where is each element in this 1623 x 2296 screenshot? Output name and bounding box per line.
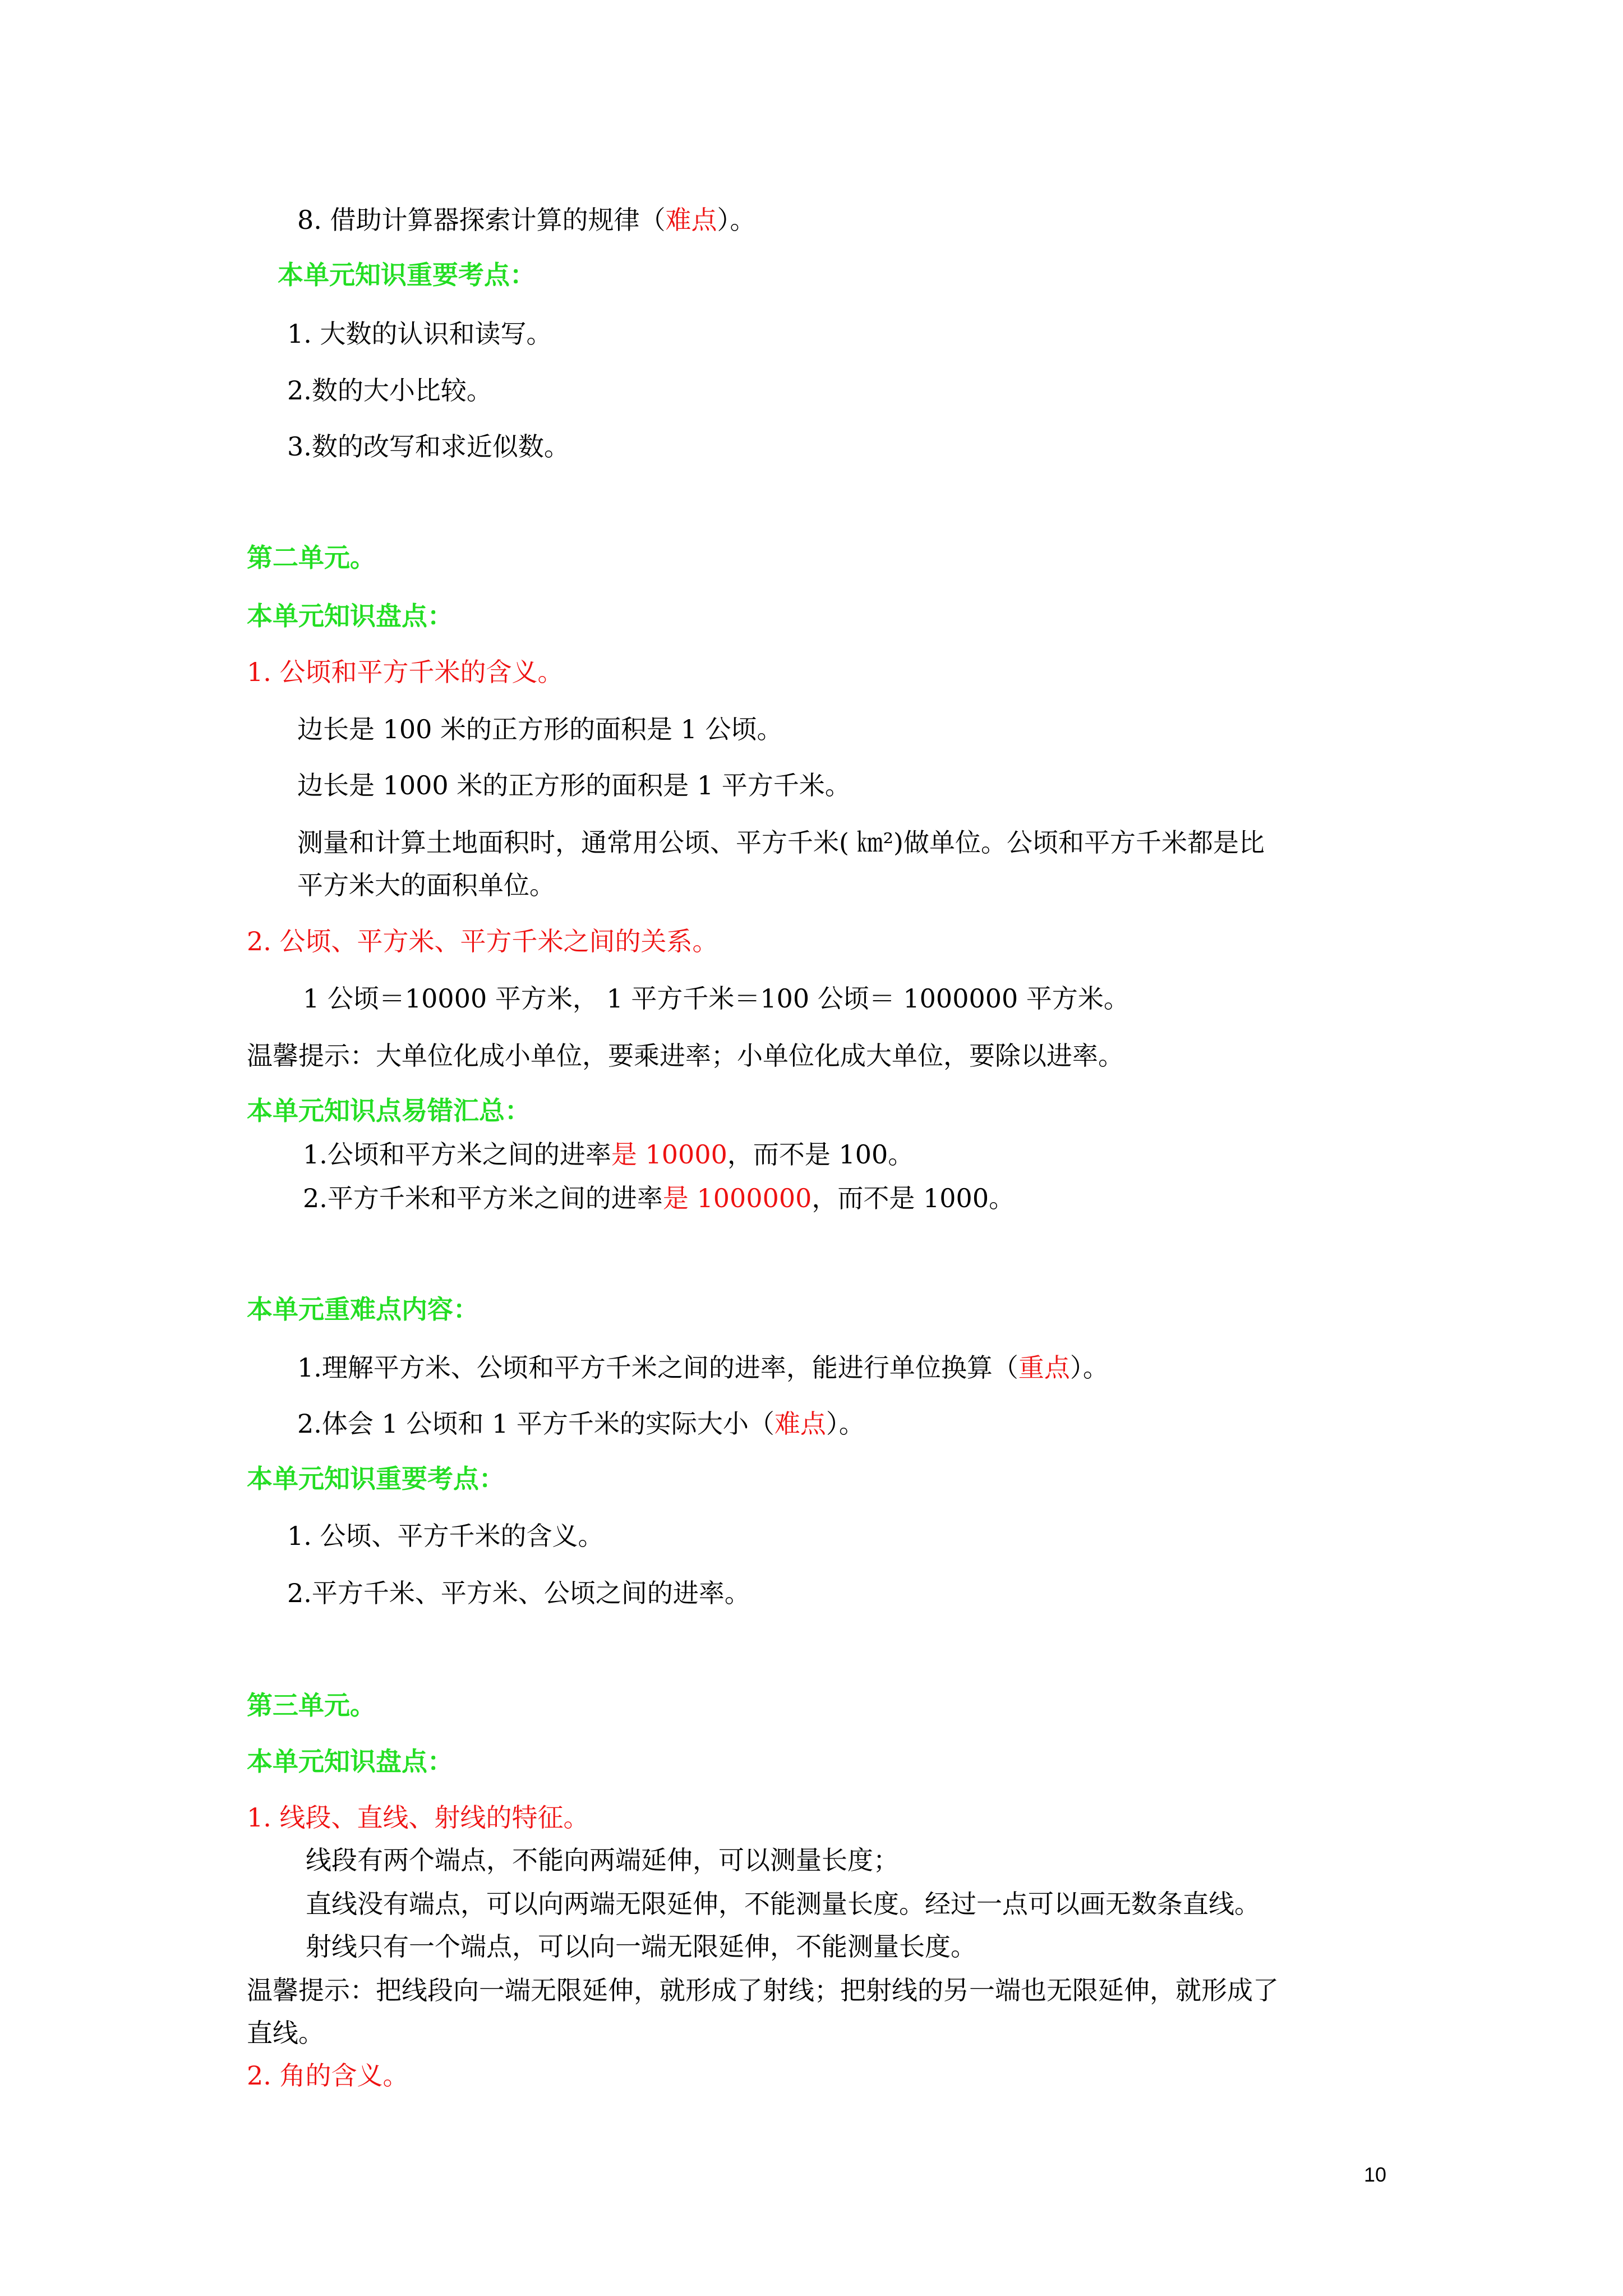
unit2-point-1-title: 1. 公顷和平方千米的含义。 — [247, 657, 564, 687]
unit1-exam-item-2: 2.数的大小比较。 — [287, 375, 492, 406]
unit2-point-1-line-4: 平方米大的面积单位。 — [297, 870, 555, 900]
unit2-error-1-text: 1.公顷和平方米之间的进率 — [303, 1139, 611, 1170]
unit2-error-1-value: 是 10000 — [611, 1139, 727, 1170]
unit1-exam-item-1: 1. 大数的认识和读写。 — [287, 319, 552, 349]
unit3-point-1-line-1: 线段有两个端点，不能向两端延伸，可以测量长度； — [306, 1845, 899, 1875]
unit3-title: 第三单元。 — [247, 1690, 376, 1720]
unit1-exam-heading: 本单元知识重要考点： — [278, 260, 536, 290]
unit2-point-2-line: 1 公顷＝10000 平方米， 1 平方千米＝100 公顷＝ 1000000 平方米。 — [303, 983, 1129, 1014]
unit2-tip: 温馨提示：大单位化成小单位，要乘进率；小单位化成大单位，要除以进率。 — [247, 1041, 1124, 1071]
unit2-point-1-line-2: 边长是 1000 米的正方形的面积是 1 平方千米。 — [297, 770, 851, 800]
unit2-error-2 — [303, 1182, 1015, 1214]
unit2-error-1-end: ，而不是 100。 — [727, 1139, 914, 1170]
unit2-error-2-end: ，而不是 1000。 — [811, 1183, 1015, 1213]
unit2-errors-heading: 本单元知识点易错汇总： — [247, 1096, 531, 1126]
difficulty-mark: 难点 — [665, 205, 717, 235]
unit2-key-2-end: ）。 — [826, 1409, 865, 1439]
unit1-item-8 — [297, 204, 756, 236]
unit3-tip-line-1: 温馨提示：把线段向一端无限延伸，就形成了射线；把射线的另一端也无限延伸，就形成了 — [247, 1975, 1279, 2005]
unit2-key-1-text: 1.理解平方米、公顷和平方千米之间的进率，能进行单位换算（ — [297, 1352, 1018, 1383]
unit2-error-2-value: 是 1000000 — [662, 1183, 812, 1213]
unit2-key-2 — [297, 1408, 865, 1439]
unit2-exam-item-1: 1. 公顷、平方千米的含义。 — [287, 1521, 604, 1551]
unit2-point-2-title: 2. 公顷、平方米、平方千米之间的关系。 — [247, 926, 718, 956]
unit2-error-2-text: 2.平方千米和平方米之间的进率 — [303, 1183, 663, 1213]
unit1-item-8-text: 8. 借助计算器探索计算的规律（ — [297, 205, 666, 235]
unit2-exam-item-2: 2.平方千米、平方米、公顷之间的进率。 — [287, 1578, 750, 1608]
unit2-key-1 — [297, 1352, 1109, 1383]
unit2-key-1-end: ）。 — [1069, 1352, 1109, 1383]
unit2-key-2-text: 2.体会 1 公顷和 1 平方千米的实际大小（ — [297, 1409, 774, 1439]
unit1-exam-item-3: 3.数的改写和求近似数。 — [287, 431, 570, 462]
unit2-point-1-line-3: 测量和计算土地面积时，通常用公顷、平方千米( ㎞²)做单位。公顷和平方千米都是比 — [297, 827, 1265, 858]
unit2-title: 第二单元。 — [247, 542, 376, 573]
unit2-exam-heading: 本单元知识重要考点： — [247, 1464, 505, 1494]
unit3-point-1-line-2: 直线没有端点，可以向两端无限延伸，不能测量长度。经过一点可以画无数条直线。 — [306, 1889, 1260, 1919]
unit2-review-heading: 本单元知识盘点： — [247, 601, 453, 631]
unit3-tip-line-2: 直线。 — [247, 2018, 324, 2048]
unit3-review-heading: 本单元知识盘点： — [247, 1746, 453, 1777]
unit3-point-2-title: 2. 角的含义。 — [247, 2060, 409, 2091]
difficulty-mark: 难点 — [774, 1409, 826, 1439]
unit3-point-1-line-3: 射线只有一个端点，可以向一端无限延伸，不能测量长度。 — [306, 1931, 976, 1962]
unit1-item-8-end: ）。 — [717, 205, 756, 235]
unit2-key-heading: 本单元重难点内容： — [247, 1294, 479, 1324]
key-point-mark: 重点 — [1018, 1352, 1070, 1383]
unit2-error-1 — [303, 1139, 914, 1170]
unit3-point-1-title: 1. 线段、直线、射线的特征。 — [247, 1802, 589, 1833]
unit2-point-1-line-1: 边长是 100 米的正方形的面积是 1 公顷。 — [297, 714, 783, 744]
page-number: 10 — [1364, 2163, 1387, 2186]
